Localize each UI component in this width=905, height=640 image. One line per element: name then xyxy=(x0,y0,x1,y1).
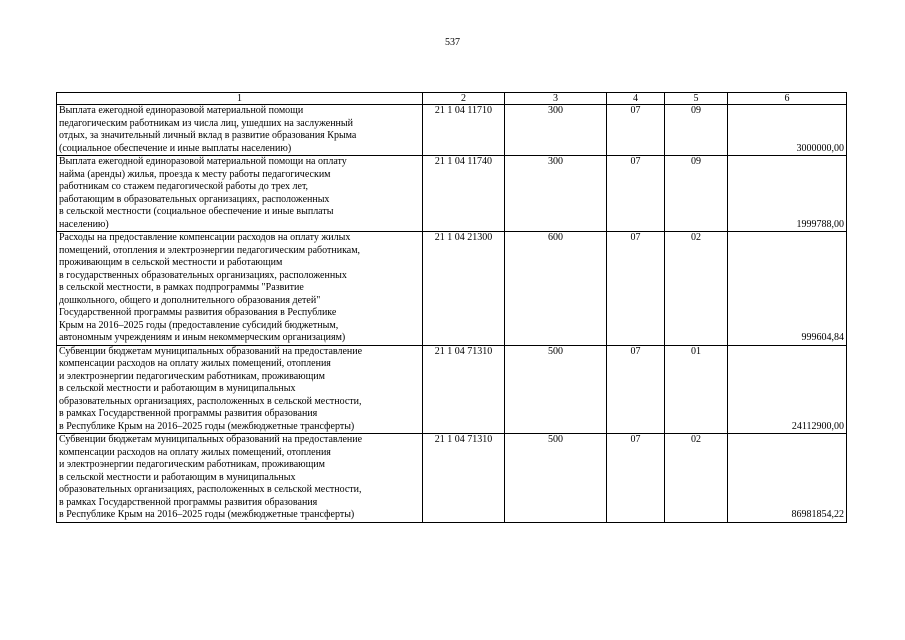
row-amount: 24112900,00 xyxy=(728,345,847,434)
row-code: 21 1 04 11710 xyxy=(423,105,505,156)
column-header-4: 4 xyxy=(607,93,665,105)
row-amount: 999604,84 xyxy=(728,232,847,346)
row-amount: 86981854,22 xyxy=(728,434,847,523)
row-expense-type: 300 xyxy=(505,105,607,156)
row-subsection: 02 xyxy=(665,232,728,346)
row-expense-type: 500 xyxy=(505,434,607,523)
table-row xyxy=(57,345,847,434)
row-expense-type: 600 xyxy=(505,232,607,346)
row-code: 21 1 04 71310 xyxy=(423,345,505,434)
row-description: Расходы на предоставление компенсации расходов на оплату жилых помещений, отопления и электроэнергии педагогическим работникам, проживающим в сельской местности и работающим в государственных образовательных организациях, расположенных в сельской местности, в рамках подпрограммы "Развитие дошкольного, общего и дополнительного образования детей" Государственной программы развития образования в Республике Крым на 2016–2025 годы (предоставление субсидий бюджетным, автономным учреждениям и иным некоммерческим организациям) xyxy=(57,232,423,346)
row-section: 07 xyxy=(607,105,665,156)
table-row xyxy=(57,232,847,346)
row-expense-type: 500 xyxy=(505,345,607,434)
row-expense-type: 300 xyxy=(505,156,607,232)
row-code: 21 1 04 71310 xyxy=(423,434,505,523)
row-section: 07 xyxy=(607,156,665,232)
row-description: Субвенции бюджетам муниципальных образований на предоставление компенсации расходов на оплату жилых помещений, отопления и электроэнергии педагогическим работникам, проживающим в сельской местности и работающим в муниципальных образовательных организациях, расположенных в сельской местности, в рамках Государственной программы развития образования в Республике Крым на 2016–2025 годы (межбюджетные трансферты) xyxy=(57,434,423,523)
row-code: 21 1 04 21300 xyxy=(423,232,505,346)
row-subsection: 09 xyxy=(665,156,728,232)
column-header-2: 2 xyxy=(423,93,505,105)
row-subsection: 09 xyxy=(665,105,728,156)
table-row xyxy=(57,434,847,523)
row-subsection: 02 xyxy=(665,434,728,523)
row-code: 21 1 04 11740 xyxy=(423,156,505,232)
row-amount: 3000000,00 xyxy=(728,105,847,156)
row-description: Субвенции бюджетам муниципальных образований на предоставление компенсации расходов на оплату жилых помещений, отопления и электроэнергии педагогическим работникам, проживающим в сельской местности и работающим в муниципальных образовательных организациях, расположенных в сельской местности, в рамках Государственной программы развития образования в Республике Крым на 2016–2025 годы (межбюджетные трансферты) xyxy=(57,345,423,434)
table-row xyxy=(57,105,847,156)
column-header-5: 5 xyxy=(665,93,728,105)
row-subsection: 01 xyxy=(665,345,728,434)
column-header-3: 3 xyxy=(505,93,607,105)
row-description: Выплата ежегодной единоразовой материальной помощи педагогическим работникам из числа лиц, ушедших на заслуженный отдых, за значительный личный вклад в развитие образования Крыма (социальное обеспечение и иные выплаты населению) xyxy=(57,105,423,156)
header-row xyxy=(57,93,847,105)
column-header-1: 1 xyxy=(57,93,423,105)
row-section: 07 xyxy=(607,232,665,346)
table-row xyxy=(57,156,847,232)
page-number: 537 xyxy=(445,37,460,48)
row-amount: 1999788,00 xyxy=(728,156,847,232)
column-header-6: 6 xyxy=(728,93,847,105)
row-description: Выплата ежегодной единоразовой материальной помощи на оплату найма (аренды) жилья, проезда к месту работы педагогическим работникам со стажем педагогической работы до трех лет, работающим в образовательных организациях, расположенных в сельской местности (социальное обеспечение и иные выплаты населению) xyxy=(57,156,423,232)
budget-table xyxy=(56,92,847,523)
row-section: 07 xyxy=(607,345,665,434)
row-section: 07 xyxy=(607,434,665,523)
